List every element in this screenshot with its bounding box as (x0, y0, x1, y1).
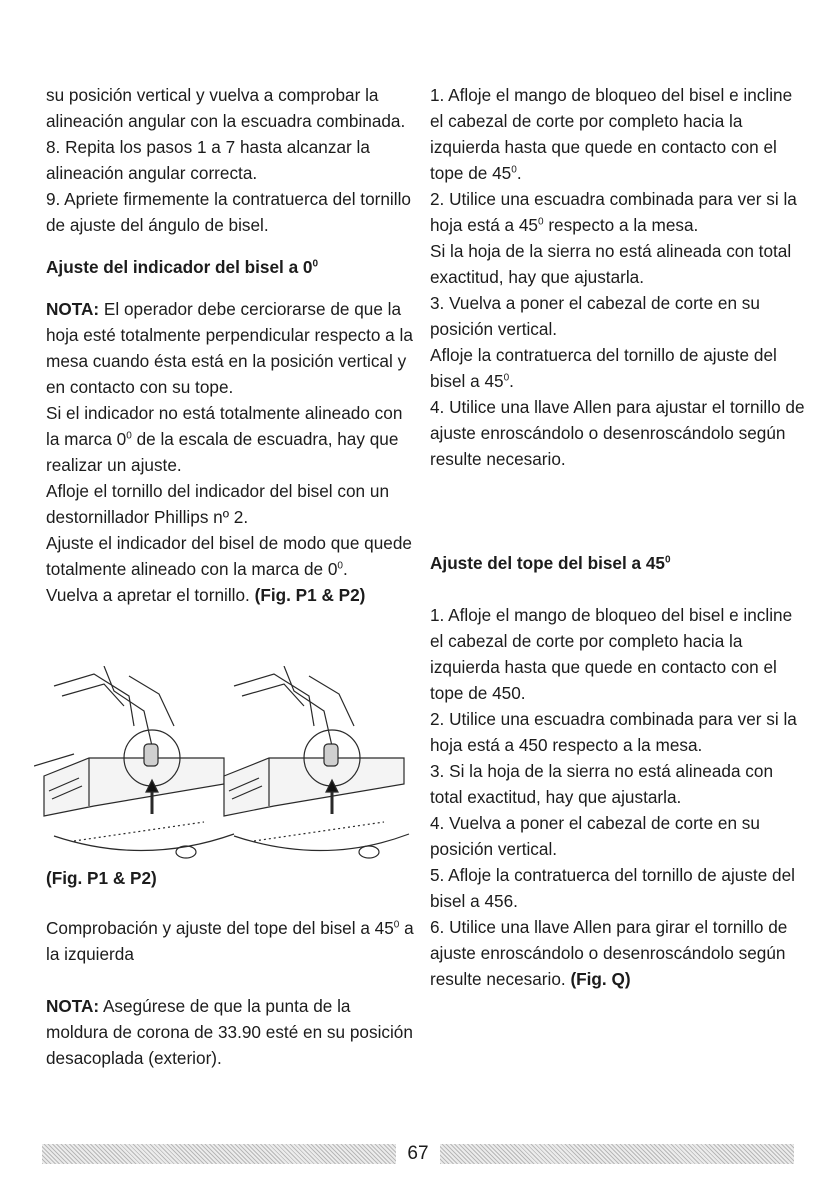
paragraph: 9. Apriete firmemente la contratuerca del tornillo de ajuste del ángulo de bisel. (46, 189, 411, 235)
note-paragraph: NOTA: Asegúrese de que la punta de la moldura de corona de 33.90 esté en su posición desacoplada (exterior). (46, 996, 413, 1068)
note-label: NOTA: (46, 299, 100, 319)
left-column (46, 82, 414, 608)
paragraph: 3. Si la hoja de la sierra no está alineada con total exactitud, hay que ajustarla. (430, 761, 774, 807)
paragraph: 1. Afloje el mango de bloqueo del bisel e incline el cabezal de corte por completo hacia la izquierda hasta que quede en contacto con el tope de 450. (430, 605, 793, 703)
page-number: 67 (407, 1143, 429, 1164)
paragraph: Ajuste el indicador del bisel de modo que quede totalmente alineado con la marca de $0^0$. (46, 533, 412, 579)
paragraph: Si la hoja de la sierra no está alineada con total exactitud, hay que ajustarla. (430, 241, 792, 287)
paragraph: 5. Afloje la contratuerca del tornillo de ajuste del bisel a 456. (430, 865, 795, 911)
paragraph: 2. Utilice una escuadra combinada para ver si la hoja está a $45^0$ respecto a la mesa. (430, 189, 797, 235)
section-heading-bevel-indicator: Ajuste del indicador del bisel a $0^0$ (46, 257, 319, 277)
right-column (430, 82, 805, 992)
figure-p1-p2-illustration (34, 666, 414, 870)
paragraph: su posición vertical y vuelva a comprobar la alineación angular con la escuadra combinada. (46, 85, 406, 131)
paragraph: 1. Afloje el mango de bloqueo del bisel e incline el cabezal de corte por completo hacia la izquierda hasta que quede en contacto con el tope de $45^0$. (430, 85, 793, 183)
paragraph: 4. Vuelva a poner el cabezal de corte en su posición vertical. (430, 813, 760, 859)
figure-caption: (Fig. P1 & P2) (46, 868, 157, 888)
paragraph: 2. Utilice una escuadra combinada para ver si la hoja está a 450 respecto a la mesa. (430, 709, 797, 755)
figure-reference: (Fig. P1 & P2) (254, 585, 366, 605)
figure-reference: (Fig. Q) (570, 969, 631, 989)
paragraph: 8. Repita los pasos 1 a 7 hasta alcanzar la alineación angular correcta. (46, 137, 370, 183)
footer-pattern-right (440, 1144, 794, 1164)
page-footer (42, 1142, 794, 1166)
paragraph: 3. Vuelva a poner el cabezal de corte en su posición vertical. (430, 293, 760, 339)
paragraph: 6. Utilice una llave Allen para girar el tornillo de ajuste enroscándolo o desenroscándolo según resulte necesario. (Fig. Q) (430, 917, 788, 989)
note-label: NOTA: (46, 996, 100, 1016)
paragraph: Afloje el tornillo del indicador del bisel con un destornillador Phillips nº 2. (46, 481, 390, 527)
paragraph: 4. Utilice una llave Allen para ajustar el tornillo de ajuste enroscándolo o desenroscándolo según resulte necesario. (430, 397, 805, 469)
paragraph: Si el indicador no está totalmente alineado con la marca $0^0$ de la escala de escuadra, hay que realizar un ajuste. (46, 403, 403, 475)
paragraph: Afloje la contratuerca del tornillo de ajuste del bisel a $45^0$. (430, 345, 777, 391)
paragraph: Vuelva a apretar el tornillo. (Fig. P1 & P2) (46, 585, 366, 605)
paragraph: Comprobación y ajuste del tope del bisel a $45^0$ a la izquierda (46, 918, 414, 964)
note-paragraph: NOTA: El operador debe cerciorarse de que la hoja esté totalmente perpendicular respecto a la mesa cuando ésta está en la posición vertical y en contacto con su tope. (46, 299, 413, 397)
footer-pattern-left (42, 1144, 396, 1164)
section-heading-bevel-stop-45: Ajuste del tope del bisel a $45^0$ (430, 553, 671, 573)
left-column-lower (46, 915, 414, 1071)
